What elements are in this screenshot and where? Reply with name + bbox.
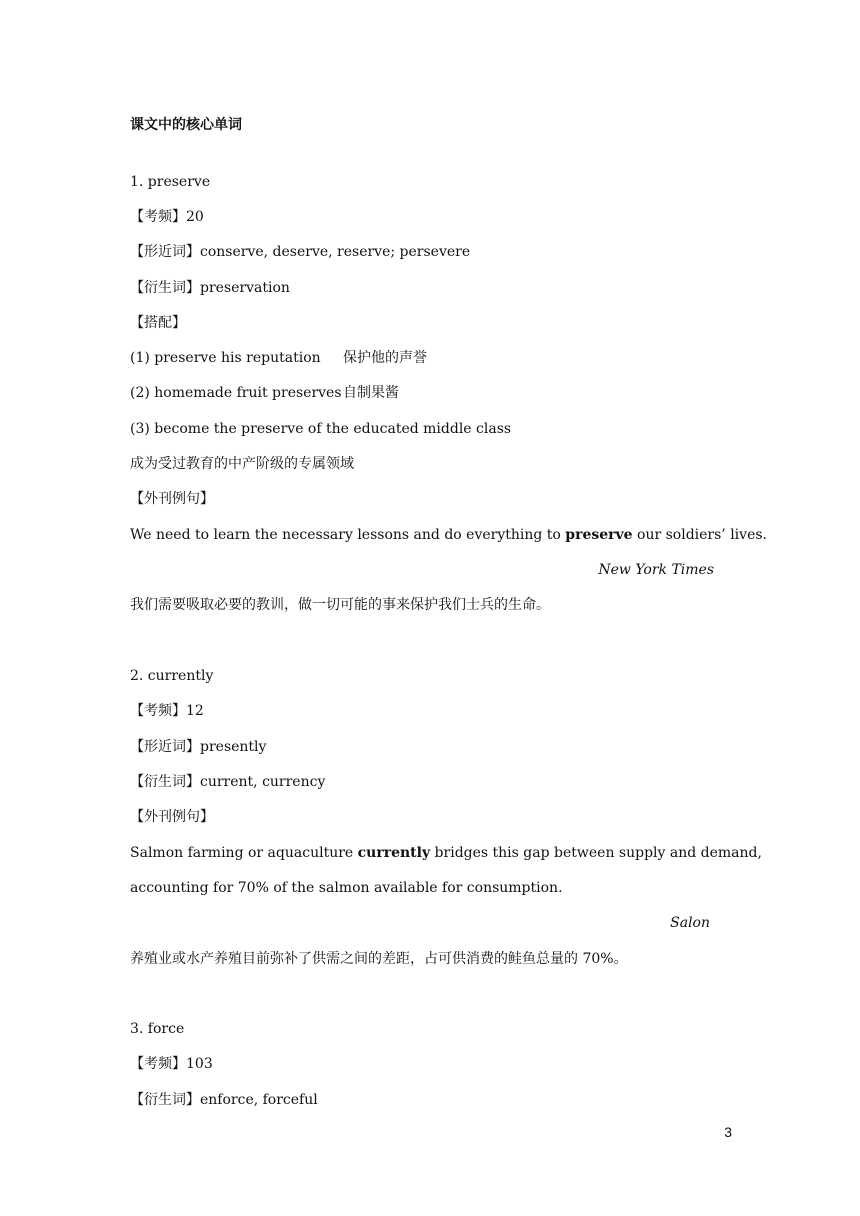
entry-2-similar-words: 【形近词】presently bbox=[130, 739, 267, 755]
page-number: 3 bbox=[724, 1124, 732, 1140]
entry-1-collocation-3-translation: 成为受过教育的中产阶级的专属领域 bbox=[130, 456, 354, 472]
entry-2-translation: 养殖业或水产养殖目前弥补了供需之间的差距，占可供消费的鲑鱼总量的 70%。 bbox=[130, 951, 628, 967]
entry-3-derived-words: 【衍生词】enforce, forceful bbox=[130, 1092, 318, 1108]
entry-1-example-label: 【外刊例句】 bbox=[130, 491, 214, 507]
collocation-english: (2) homemade fruit preserves bbox=[130, 385, 342, 401]
entry-2-example-sentence bbox=[130, 843, 762, 863]
entry-1-collocation-3: (3) become the preserve of the educated middle class bbox=[130, 421, 512, 437]
entry-2-example-label: 【外刊例句】 bbox=[130, 809, 214, 825]
example-text: our soldiers’ lives. bbox=[632, 527, 767, 543]
entry-2-heading: 2. currently bbox=[130, 668, 214, 684]
entry-1-collocation-2 bbox=[130, 383, 730, 403]
example-text: Salmon farming or aquaculture bbox=[130, 845, 358, 861]
section-title: 课文中的核心单词 bbox=[130, 117, 242, 133]
entry-2-frequency: 【考频】12 bbox=[130, 703, 204, 719]
example-keyword: preserve bbox=[565, 527, 633, 543]
example-text: We need to learn the necessary lessons and do everything to bbox=[130, 527, 566, 543]
example-text: bridges this gap between supply and demand, bbox=[430, 845, 762, 861]
collocation-english: (1) preserve his reputation bbox=[130, 350, 321, 366]
entry-2-source: Salon bbox=[670, 915, 710, 931]
entry-1-collocation-1 bbox=[130, 348, 730, 368]
entry-1-example-sentence bbox=[130, 525, 767, 545]
entry-2-derived-words: 【衍生词】current, currency bbox=[130, 774, 326, 790]
entry-1-source: New York Times bbox=[598, 562, 714, 578]
entry-3-heading: 3. force bbox=[130, 1021, 185, 1037]
entry-1-collocation-label: 【搭配】 bbox=[130, 315, 186, 331]
entry-1-translation: 我们需要吸取必要的教训，做一切可能的事来保护我们士兵的生命。 bbox=[130, 597, 550, 613]
entry-1-similar-words: 【形近词】conserve, deserve, reserve; persevere bbox=[130, 244, 471, 260]
entry-3-frequency: 【考频】103 bbox=[130, 1056, 213, 1072]
example-keyword: currently bbox=[357, 845, 431, 861]
entry-1-derived-words: 【衍生词】preservation bbox=[130, 280, 290, 296]
entry-1-heading: 1. preserve bbox=[130, 174, 211, 190]
collocation-chinese: 自制果酱 bbox=[343, 385, 399, 401]
entry-2-example-sentence-line-2: accounting for 70% of the salmon available for consumption. bbox=[130, 880, 563, 896]
entry-1-frequency: 【考频】20 bbox=[130, 209, 204, 225]
collocation-chinese: 保护他的声誉 bbox=[343, 350, 427, 366]
